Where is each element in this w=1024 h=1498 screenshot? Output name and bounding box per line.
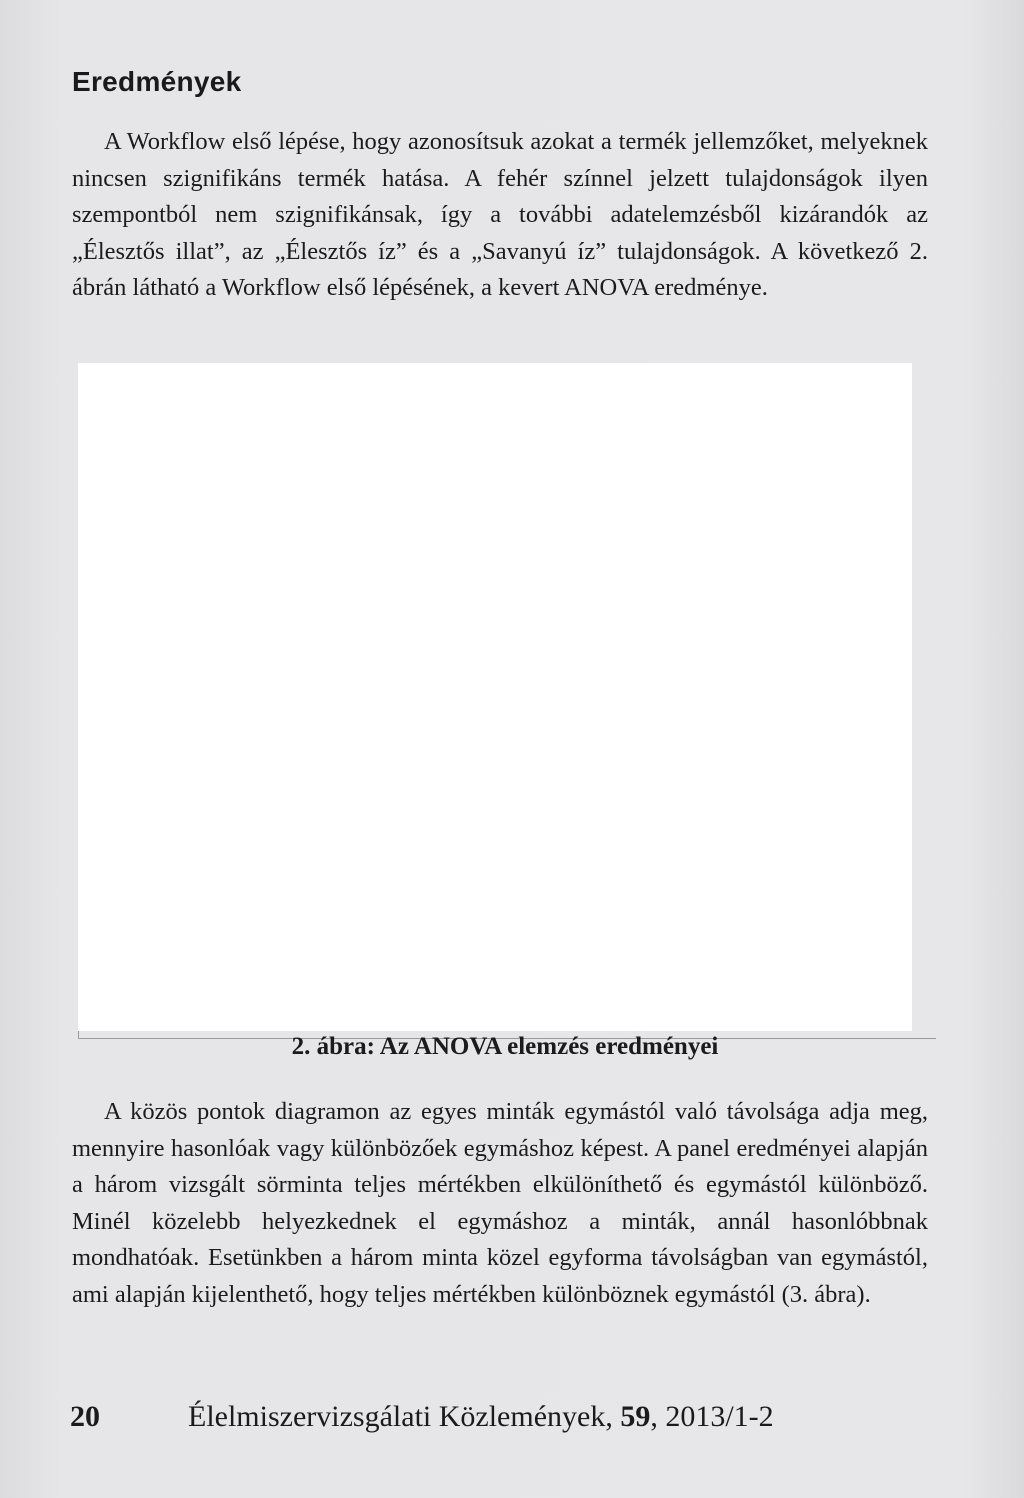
page-number: 20 xyxy=(70,1400,100,1433)
journal-title: Élelmiszervizsgálati Közlemények, xyxy=(188,1400,621,1433)
page-footer xyxy=(70,1400,970,1434)
journal-volume: 59 xyxy=(620,1400,651,1433)
results-paragraph-2: A közös pontok diagramon az egyes minták egymástól való távolsága adja meg, mennyire hasonlóak vagy különbözőek egymáshoz képest. A panel eredményei alapján a három vizsgált sörminta teljes mértékben elkülöníthető és egymástól különböző. Minél közelebb helyezkednek el egymáshoz a minták, annál hasonlóbbnak mondhatóak. Esetünkben a három minta közel egyforma távolságban van egymástól, ami alapján kijelenthető, hogy teljes mértékben különböznek egymástól (3. ábra). xyxy=(72,1098,928,1308)
journal-issue: , 2013/1-2 xyxy=(650,1400,774,1433)
figure-caption: 2. ábra: Az ANOVA elemzés eredményei xyxy=(291,1033,719,1060)
anova-figure-image xyxy=(78,363,912,1031)
results-paragraph-1: A Workflow első lépése, hogy azonosítsuk azokat a termék jellemzőket, melyeknek nincsen szignifikáns termék hatása. A fehér színnel jelzett tulajdonságok ilyen szempontból nem szignifikánsak, így a további adatelemzésből kizárandók az „Élesztős illat”, az „Élesztős íz” és a „Savanyú íz” tulajdonságok. A következő 2. ábrán látható a Workflow első lépésének, a kevert ANOVA eredménye. xyxy=(72,128,928,301)
section-heading: Eredmények xyxy=(72,66,242,97)
